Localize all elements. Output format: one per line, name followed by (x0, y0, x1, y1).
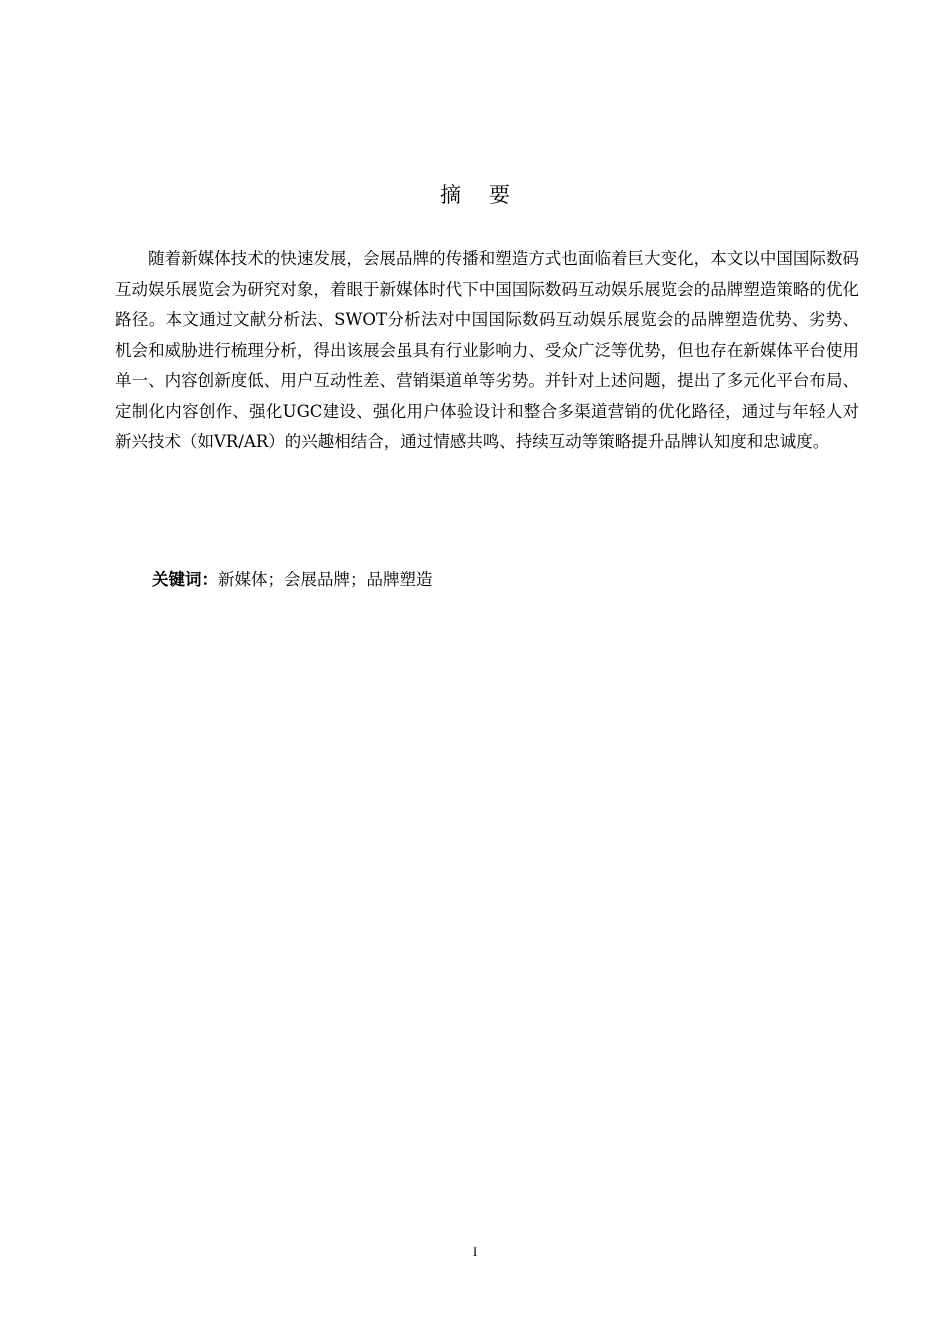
abstract-body: 随着新媒体技术的快速发展，会展品牌的传播和塑造方式也面临着巨大变化，本文以中国国际数码互动娱乐展览会为研究对象，着眼于新媒体时代下中国国际数码互动娱乐展览会的品牌塑造策略的优化路径。本文通过文献分析法、SWOT分析法对中国国际数码互动娱乐展览会的品牌塑造优势、劣势、机会和威胁进行梳理分析，得出该展会虽具有行业影响力、受众广泛等优势，但也存在新媒体平台使用单一、内容创新度低、用户互动性差、营销渠道单等劣势。并针对上述问题，提出了多元化平台布局、定制化内容创作、强化UGC建设、强化用户体验设计和整合多渠道营销的优化路径，通过与年轻人对新兴技术（如VR/AR）的兴趣相结合，通过情感共鸣、持续互动等策略提升品牌认知度和忠诚度。 (115, 249, 859, 451)
abstract-title: 摘要 (440, 183, 538, 207)
page-number: I (472, 1244, 478, 1259)
keywords-label: 关键词： (152, 570, 218, 589)
keywords-line (152, 565, 852, 595)
keywords-value: 新媒体；会展品牌；品牌塑造 (218, 570, 433, 589)
